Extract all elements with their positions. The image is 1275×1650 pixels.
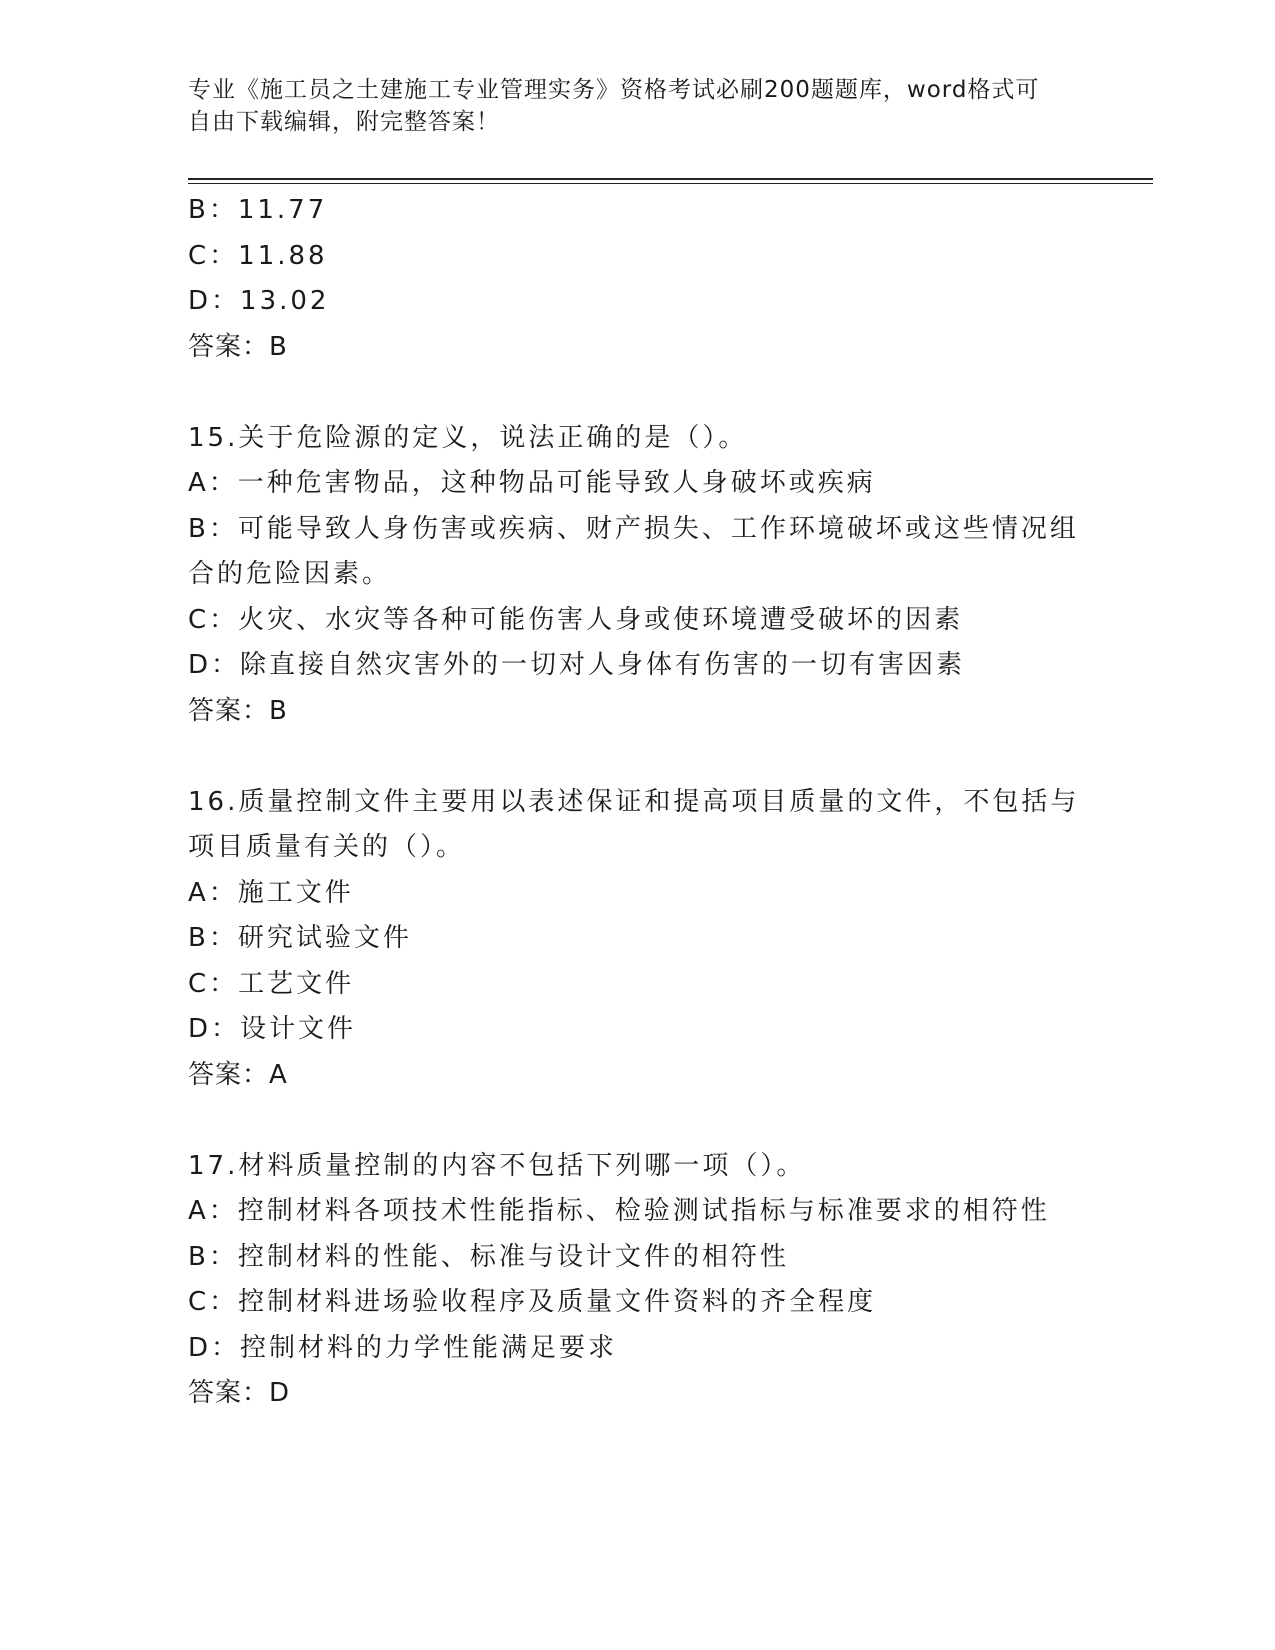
question-content [188,188,1088,1417]
question-14-continued [188,188,1088,370]
question-stem-continued: 项目质量有关的（）。 [188,832,466,862]
option-a: A：一种危害物品，这种物品可能导致人身破坏或疾病 [188,468,876,498]
question-stem: 15.关于危险源的定义，说法正确的是（）。 [188,422,748,453]
question-15 [188,416,1088,735]
question-stem: 17.材料质量控制的内容不包括下列哪一项（）。 [188,1150,806,1181]
answer-line: 答案：A [188,1059,288,1090]
option-b: B：11.77 [188,195,328,225]
answer-line: 答案：B [188,695,288,726]
question-separator [188,734,1088,780]
page-header [188,74,1068,138]
answer-line: 答案：B [188,331,288,362]
question-separator [188,370,1088,416]
option-c: C：11.88 [188,240,328,271]
option-b: B：控制材料的性能、标准与设计文件的相符性 [188,1241,789,1272]
header-rule-thin [188,183,1153,184]
option-c: C：火灾、水灾等各种可能伤害人身或使环境遭受破坏的因素 [188,604,964,635]
header-title-line-1: 专业《施工员之土建施工专业管理实务》资格考试必刷200题题库，word格式可 [188,77,1040,103]
option-d: D：控制材料的力学性能满足要求 [188,1332,618,1363]
question-separator [188,1098,1088,1144]
option-d: D：设计文件 [188,1014,357,1044]
option-d: D：除直接自然灾害外的一切对人身体有伤害的一切有害因素 [188,650,966,680]
question-stem: 16.质量控制文件主要用以表述保证和提高项目质量的文件，不包括与 [188,786,1080,817]
option-d: D：13.02 [188,286,330,316]
question-17 [188,1144,1088,1417]
option-c: C：控制材料进场验收程序及质量文件资料的齐全程度 [188,1287,877,1317]
option-b: B：可能导致人身伤害或疾病、财产损失、工作环境破坏或这些情况组 [188,513,1079,544]
option-c: C：工艺文件 [188,968,355,999]
option-b-continued: 合的危险因素。 [188,559,392,589]
header-rule-thick [188,178,1153,180]
option-a: A：施工文件 [188,877,354,908]
question-16 [188,780,1088,1099]
header-title-line-2: 自由下载编辑，附完整答案！ [188,109,500,135]
answer-line: 答案：D [188,1378,291,1408]
option-a: A：控制材料各项技术性能指标、检验测试指标与标准要求的相符性 [188,1196,1050,1226]
option-b: B：研究试验文件 [188,923,412,953]
